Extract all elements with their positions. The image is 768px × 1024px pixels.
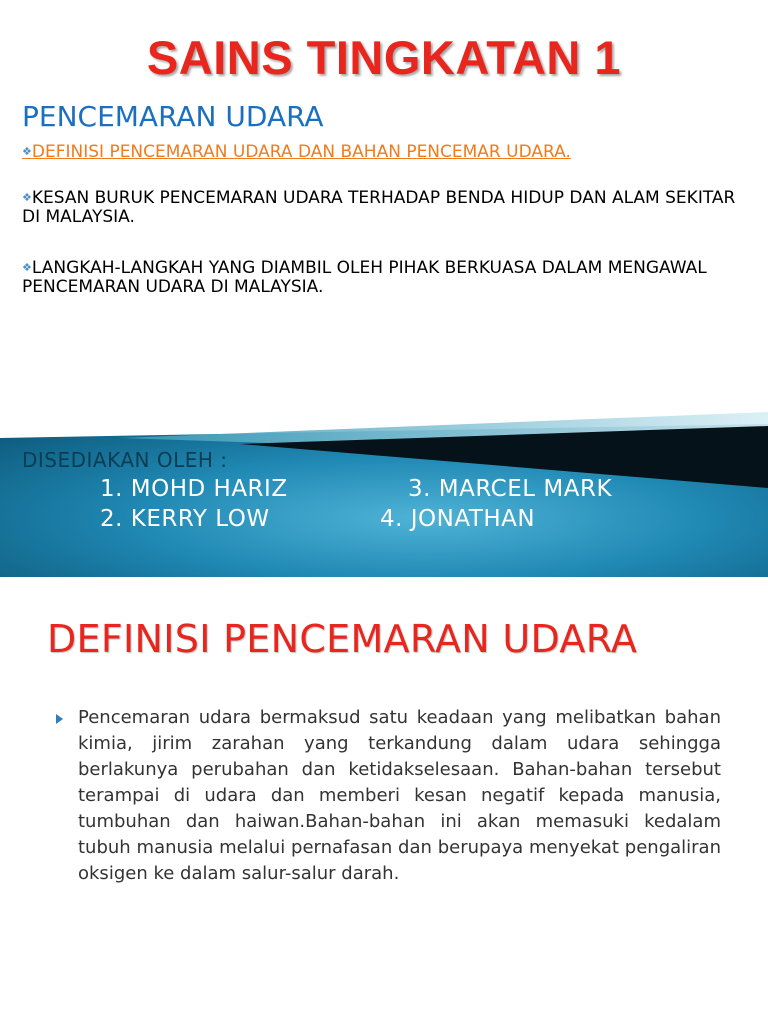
bullet-text: KESAN BURUK PENCEMARAN UDARA TERHADAP BENDA HIDUP DAN ALAM SEKITAR DI MALAYSIA. [22, 188, 736, 227]
bullet-text: LANGKAH-LANGKAH YANG DIAMBIL OLEH PIHAK BERKUASA DALAM MENGAWAL PENCEMARAN UDARA DI MALAYSIA. [22, 258, 707, 297]
bullet-text: DEFINISI PENCEMARAN UDARA DAN BAHAN PENCEMAR UDARA. [31, 142, 571, 162]
slide-title: DEFINISI PENCEMARAN UDARA [47, 617, 638, 661]
definition-paragraph: Pencemaran udara bermaksud satu keadaan yang melibatkan bahan kimia, jirim zarahan yang terkandung dalam udara sehingga berlakunya perubahan dan ketidakselesaan. Bahan-bahan tersebut terampai di udara dan memberi kesan negatif kepada manusia, tumbuhan dan haiwan.Bahan-bahan ini akan memasuki kedalam tubuh manusia melalui pernafasan dan berupaya menyekat pengaliran oksigen ke dalam salur-salur darah. [78, 707, 721, 884]
slide-2 [0, 577, 768, 1024]
member-3: 3. MARCEL MARK [408, 476, 613, 502]
slide-title: SAINS TINGKATAN 1 [146, 31, 622, 84]
member-4: 4. JONATHAN [380, 506, 536, 532]
bullet-effects [22, 188, 742, 227]
triangle-bullet-icon [56, 714, 63, 724]
bullet-definition[interactable] [22, 142, 742, 162]
member-1: 1. MOHD HARIZ [100, 476, 288, 502]
member-2: 2. KERRY LOW [100, 506, 270, 532]
prepared-by-label: DISEDIAKAN OLEH : [22, 448, 228, 472]
diamond-bullet-icon: ❖ [22, 191, 32, 204]
bullet-steps [22, 258, 742, 297]
diamond-bullet-icon: ❖ [22, 261, 32, 274]
slide-subtitle: PENCEMARAN UDARA [22, 100, 324, 133]
diamond-bullet-icon: ❖ [22, 145, 32, 158]
